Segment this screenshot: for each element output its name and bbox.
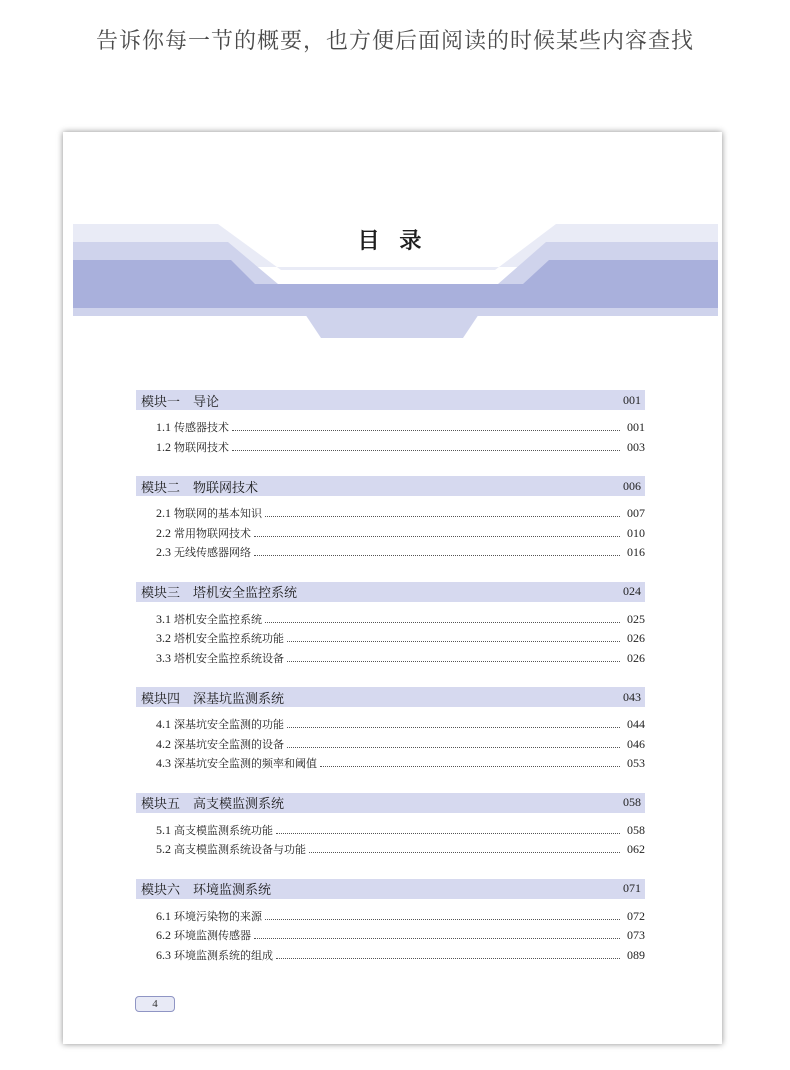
entry-number: 6.3 <box>156 947 171 962</box>
entry-number: 2.3 <box>156 545 171 559</box>
toc-module <box>136 687 645 775</box>
entry-number: 6.2 <box>156 928 171 942</box>
entry-number: 4.1 <box>156 717 171 731</box>
module-page-number: 058 <box>623 795 641 809</box>
toc-list <box>136 390 645 984</box>
entry-title: 深基坑安全监测的频率和阈值 <box>174 757 317 770</box>
toc-entry[interactable] <box>136 736 645 756</box>
entry-title: 深基坑安全监测的设备 <box>174 737 284 751</box>
module-header[interactable] <box>136 687 645 707</box>
module-page-number: 001 <box>623 392 641 407</box>
toc-entry[interactable] <box>136 544 645 564</box>
dot-leader <box>276 957 620 959</box>
entry-title: 塔机安全监控系统 <box>174 612 262 626</box>
module-header[interactable] <box>136 879 645 899</box>
entry-number: 1.1 <box>156 420 171 434</box>
dot-leader <box>232 449 620 451</box>
entry-page-number: 058 <box>627 822 645 837</box>
toc-title: 目 录 <box>357 229 428 254</box>
dot-leader <box>287 640 620 642</box>
module-page-number: 043 <box>623 689 641 704</box>
dot-leader <box>309 851 620 853</box>
toc-entry[interactable] <box>136 419 645 439</box>
entry-page-number: 016 <box>627 545 645 559</box>
page-number: 4 <box>135 996 175 1012</box>
toc-entry[interactable] <box>136 947 645 967</box>
entry-page-number: 026 <box>627 650 645 665</box>
module-name: 模块二 物联网技术 <box>141 480 259 496</box>
entry-title: 环境监测传感器 <box>174 929 251 942</box>
dot-leader <box>287 660 620 662</box>
toc-module <box>136 476 645 564</box>
entry-number: 3.1 <box>156 611 171 626</box>
module-page-number: 024 <box>623 584 641 598</box>
entry-title: 物联网的基本知识 <box>174 507 262 520</box>
dot-leader <box>254 535 620 537</box>
toc-entry[interactable] <box>136 822 645 842</box>
toc-module <box>136 582 645 670</box>
entry-page-number: 026 <box>627 631 645 645</box>
entry-page-number: 044 <box>627 717 645 731</box>
toc-entry[interactable] <box>136 716 645 736</box>
entry-title: 塔机安全监控系统设备 <box>174 651 284 665</box>
entry-title: 高支模监测系统设备与功能 <box>174 843 306 856</box>
banner-tab <box>301 308 483 338</box>
toc-module <box>136 793 645 861</box>
entry-title: 深基坑安全监测的功能 <box>174 718 284 731</box>
entry-title: 高支模监测系统功能 <box>174 823 273 837</box>
module-name: 模块三 塔机安全监控系统 <box>141 586 298 601</box>
toc-entry[interactable] <box>136 755 645 775</box>
entry-title: 环境污染物的来源 <box>174 909 262 923</box>
entry-title: 传感器技术 <box>174 421 229 434</box>
entry-number: 1.2 <box>156 439 171 454</box>
module-header[interactable] <box>136 476 645 496</box>
entry-number: 2.1 <box>156 506 171 520</box>
entry-title: 环境监测系统的组成 <box>174 948 273 962</box>
page-caption: 告诉你每一节的概要，也方便后面阅读的时候某些内容查找 <box>95 29 694 54</box>
dot-leader <box>232 429 620 431</box>
entry-title: 物联网技术 <box>174 440 229 454</box>
toc-module <box>136 390 645 458</box>
entry-number: 6.1 <box>156 908 171 923</box>
entry-page-number: 089 <box>627 947 645 962</box>
toc-entry[interactable] <box>136 841 645 861</box>
entry-page-number: 001 <box>627 420 645 434</box>
module-header[interactable] <box>136 390 645 410</box>
module-name: 模块五 高支模监测系统 <box>141 797 285 812</box>
dot-leader <box>265 621 620 623</box>
entry-page-number: 010 <box>627 525 645 540</box>
entry-title: 无线传感器网络 <box>174 546 251 559</box>
module-header[interactable] <box>136 582 645 602</box>
entry-page-number: 072 <box>627 908 645 923</box>
module-name: 模块六 环境监测系统 <box>141 883 272 898</box>
dot-leader <box>254 554 620 556</box>
dot-leader <box>265 515 620 517</box>
entry-page-number: 073 <box>627 928 645 942</box>
module-name: 模块一 导论 <box>141 394 220 410</box>
entry-page-number: 053 <box>627 756 645 770</box>
module-page-number: 071 <box>623 881 641 895</box>
toc-entry[interactable] <box>136 525 645 545</box>
toc-module <box>136 879 645 967</box>
entry-number: 3.3 <box>156 650 171 665</box>
entry-number: 5.1 <box>156 822 171 837</box>
module-header[interactable] <box>136 793 645 813</box>
entry-page-number: 046 <box>627 736 645 751</box>
module-page-number: 006 <box>623 478 641 493</box>
module-name: 模块四 深基坑监测系统 <box>141 691 285 707</box>
entry-number: 3.2 <box>156 631 171 645</box>
toc-entry[interactable] <box>136 439 645 459</box>
toc-entry[interactable] <box>136 927 645 947</box>
toc-entry[interactable] <box>136 630 645 650</box>
toc-entry[interactable] <box>136 650 645 670</box>
entry-page-number: 007 <box>627 506 645 520</box>
entry-title: 常用物联网技术 <box>174 526 251 540</box>
entry-number: 2.2 <box>156 525 171 540</box>
entry-number: 5.2 <box>156 842 171 856</box>
entry-page-number: 062 <box>627 842 645 856</box>
dot-leader <box>320 765 620 767</box>
entry-page-number: 025 <box>627 611 645 626</box>
toc-entry[interactable] <box>136 908 645 928</box>
toc-entry[interactable] <box>136 611 645 631</box>
entry-number: 4.3 <box>156 756 171 770</box>
dot-leader <box>254 937 620 939</box>
entry-page-number: 003 <box>627 439 645 454</box>
dot-leader <box>265 918 620 920</box>
entry-number: 4.2 <box>156 736 171 751</box>
book-page <box>63 132 722 1044</box>
dot-leader <box>287 746 620 748</box>
entry-title: 塔机安全监控系统功能 <box>174 632 284 645</box>
dot-leader <box>287 726 620 728</box>
dot-leader <box>276 832 620 834</box>
toc-entry[interactable] <box>136 505 645 525</box>
